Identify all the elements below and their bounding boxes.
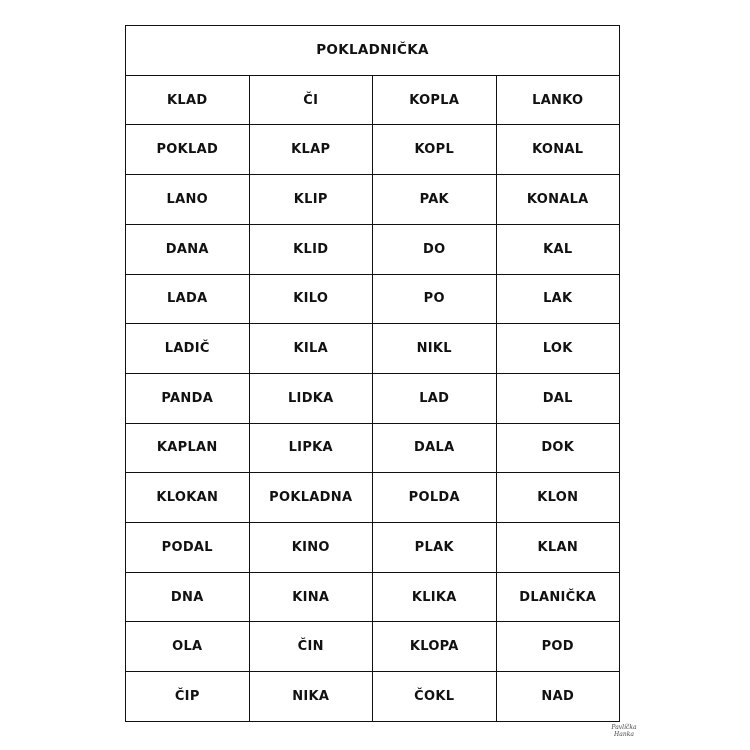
word-cell: ČOKL [373, 672, 497, 722]
word-cell: LAK [496, 274, 620, 324]
word-cell: LADIČ [126, 324, 250, 374]
word-cell: KAPLAN [126, 423, 250, 473]
word-cell: KLAP [249, 125, 373, 175]
word-cell: KONAL [496, 125, 620, 175]
word-cell: LIDKA [249, 373, 373, 423]
word-cell: KLOKAN [126, 473, 250, 523]
word-cell: KILO [249, 274, 373, 324]
word-cell: NIKA [249, 672, 373, 722]
word-cell: KOPLA [373, 75, 497, 125]
table-row [126, 125, 620, 175]
word-cell: PANDA [126, 373, 250, 423]
word-cell: DALA [373, 423, 497, 473]
word-table [125, 25, 620, 722]
word-cell: KLAN [496, 523, 620, 573]
table-row [126, 175, 620, 225]
word-cell: KAL [496, 224, 620, 274]
table-row [126, 423, 620, 473]
word-cell: KLID [249, 224, 373, 274]
word-cell: KOPL [373, 125, 497, 175]
word-cell: ČIP [126, 672, 250, 722]
word-cell: KILA [249, 324, 373, 374]
word-cell: POKLAD [126, 125, 250, 175]
word-cell: KLOPA [373, 622, 497, 672]
word-cell: NAD [496, 672, 620, 722]
word-cell: DOK [496, 423, 620, 473]
word-cell: POD [496, 622, 620, 672]
table-title: POKLADNIČKA [126, 26, 620, 76]
word-cell: OLA [126, 622, 250, 672]
word-cell: PAK [373, 175, 497, 225]
word-cell: DAL [496, 373, 620, 423]
word-cell: PODAL [126, 523, 250, 573]
word-cell: KINA [249, 572, 373, 622]
word-cell: POKLADNA [249, 473, 373, 523]
word-cell: ČIN [249, 622, 373, 672]
word-cell: PLAK [373, 523, 497, 573]
word-cell: LADA [126, 274, 250, 324]
table-row [126, 672, 620, 722]
table-row [126, 324, 620, 374]
word-cell: DANA [126, 224, 250, 274]
table-row [126, 274, 620, 324]
word-cell: NIKL [373, 324, 497, 374]
table-row [126, 373, 620, 423]
signature-line-1: Pavlíčka [611, 724, 637, 731]
title-row [126, 26, 620, 76]
word-cell: LANKO [496, 75, 620, 125]
table-row [126, 473, 620, 523]
word-cell: KLON [496, 473, 620, 523]
word-cell: KINO [249, 523, 373, 573]
word-cell: LAD [373, 373, 497, 423]
word-cell: LIPKA [249, 423, 373, 473]
word-cell: KONALA [496, 175, 620, 225]
word-cell: ČI [249, 75, 373, 125]
author-signature-logo [604, 724, 644, 738]
word-cell: KLIKA [373, 572, 497, 622]
word-cell: LANO [126, 175, 250, 225]
word-cell: LOK [496, 324, 620, 374]
word-cell: KLAD [126, 75, 250, 125]
word-cell: KLIP [249, 175, 373, 225]
table-row [126, 572, 620, 622]
word-cell: DNA [126, 572, 250, 622]
word-cell: DO [373, 224, 497, 274]
word-cell: POLDA [373, 473, 497, 523]
word-cell: PO [373, 274, 497, 324]
table-row [126, 75, 620, 125]
table-row [126, 224, 620, 274]
table-row [126, 523, 620, 573]
table-row [126, 622, 620, 672]
word-cell: DLANIČKA [496, 572, 620, 622]
signature-line-2: Hanka [614, 731, 634, 738]
